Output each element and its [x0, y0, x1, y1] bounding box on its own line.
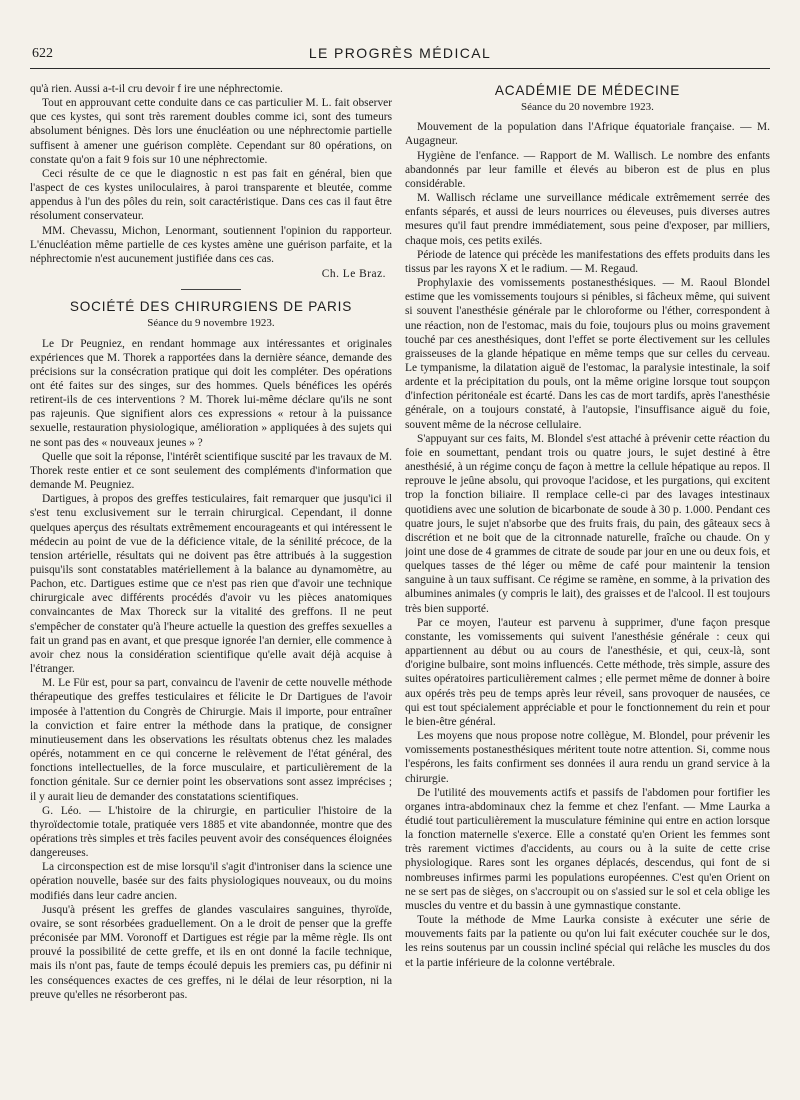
paragraph: Le Dr Peugniez, en rendant hommage aux intéressantes et originales expériences que M. Thorek a rapportées dans la dernière séance, demande des précisions sur la consécration pratique qui doit les compléter. Des opérations ont été faites sur des singes, sur des hommes. Quels bénéfices les opérés retirent-ils de ces interventions ? M. Thorek lui-même déclare qu'ils ne sont pas rajeunis. Que signifient alors ces expressions « retour à la puissance sexuelle, restauration physiologique, amélioration » appliquées à des sujets qui ne sont pas des « nouveaux jeunes » ?: [30, 337, 392, 449]
section-date: Séance du 20 novembre 1923.: [521, 101, 654, 114]
journal-title: LE PROGRÈS MÉDICAL: [308, 45, 492, 61]
section-title: SOCIÉTÉ DES CHIRURGIENS DE PARIS: [69, 299, 353, 315]
paragraph: De l'utilité des mouvements actifs et passifs de l'abdomen pour fortifier les organes intra-abdominaux chez la femme et chez l'enfant. — Mme Laurka a étudié tout particulièrement la musculature féminine qui entre en action lorsque la fonction maternelle s'exerce. Elle a constaté qu'en Orient les femmes sont très rarement victimes d'accidents, au cours ou à la suite de cette crise physiologique. Rares sont les organes déplacés, descendus, qui font de si nombreuses infirmes parmi les populations européennes. C'est qu'en Orient on ne se sert pas de sièges, on s'accroupit ou on s'assied sur le sol et cela oblige les muscles du ventre et du bassin à une gymnastique constante.: [405, 786, 770, 912]
paragraph: MM. Chevassu, Michon, Lenormant, soutiennent l'opinion du rapporteur. L'énucléation même partielle de ces kystes amène une guérison parfaite, et la néphrectomie n'est aucunement justifiée dans ces cas.: [30, 224, 392, 265]
paragraph: M. Le Für est, pour sa part, convaincu de l'avenir de cette nouvelle méthode thérapeutique des greffes testiculaires et félicite le Dr Dartigues de l'avoir imposée à l'attention du Congrès de Chirurgie. Mais il importe, pour entraîner la conviction et faire entrer la méthode dans la pratique, de consigner minutieusement dans les observations les résultats obtenus chez les malades opérés, notamment en ce qui concerne le relèvement de l'état général, des fonctions intellectuelles, de la force musculaire, et particulièrement de la fonction génitale. Sur ce dernier point les observations sont assez imprécises ; il y aurait lieu de demander des constatations scientifiques.: [30, 677, 392, 803]
paragraph: La circonspection est de mise lorsqu'il s'agit d'introniser dans la science une opération nouvelle, basée sur des faits physiologiques nouveaux, ou du moins modifiés dans leur cadre ancien.: [30, 861, 392, 902]
paragraph: Hygiène de l'enfance. — Rapport de M. Wallisch. Le nombre des enfants abandonnés par leur famille et élevés au biberon est de plus en plus considérable.: [405, 149, 770, 190]
paragraph: Les moyens que nous propose notre collègue, M. Blondel, pour prévenir les vomissements postanesthésiques méritent toute notre attention. Si, comme nous l'espérons, les faits confirment ses données il aura rendu un grand service à la chirurgie.: [405, 730, 770, 785]
paragraph: Quelle que soit la réponse, l'intérêt scientifique suscité par les travaux de M. Thorek reste entier et ce sont seulement des compléments d'information que demande M. Peugniez.: [30, 450, 392, 492]
section-date: Séance du 9 novembre 1923.: [147, 317, 275, 330]
page-number: 622: [32, 46, 53, 61]
paragraph: Jusqu'à présent les greffes de glandes vasculaires sanguines, thyroïde, ovaire, se sont résorbées graduellement. On a le droit de penser que la greffe préconisée par MM. Voronoff et Dartigues est régie par la même règle. Ils ont prouvé la possibilité de cette greffe, et ils en ont donné la facile technique, mais ils n'ont pas, faute de temps écoulé depuis les premiers cas, pu définir ni les conséquences exactes de ces greffes, ni le délai de leur résorption, ni la preuve qu'elles ne résorberont pas.: [30, 903, 392, 1001]
paragraph: Par ce moyen, l'auteur est parvenu à supprimer, d'une façon presque constante, les vomissements qui suivent l'anesthésie générale : ceux qui appartiennent au début ou au cours de l'anesthésie, et qui, ceux-là, sont d'origine bulbaire, sont moins influencés. Cette méthode, très simple, assure des suites opératoires particulièrement calmes ; elle permet même de donner à boire aux opérés très peu de temps après leur réveil, sans provoquer de nausées, ce qui est tout spécialement appréciable et pour le fonctionnement du rein et pour le bien-être général.: [405, 616, 770, 728]
paragraph: Dartigues, à propos des greffes testiculaires, fait remarquer que jusqu'ici il s'est tenu exclusivement sur le terrain chirurgical. Cependant, il donne quelques aperçus des résultats extrêmement encourageants et qui intéressent le médecin au point de vue de la déficience vitale, de la sénilité précoce, de la tension artérielle, résultats qui ne doivent pas être attribués à la suggestion puisqu'ils sont constatables matériellement à la balance au dynamomètre, au Pachon, etc. Dartigues estime que ce n'est pas rien que d'avoir une technique chirurgicale avec différents procédés d'avoir vu les pièces anatomiques convaincantes de Max Thoreck sur la vitalité des greffons. Il ne peut s'empêcher de constater qu'à l'heure actuelle la question des greffes sexuelles a fait un grand pas en avant, et que presque ignorée l'an dernier, elle commence à avoir chez nous la considération scientifique qu'elle avait déjà acquise à l'étranger.: [30, 493, 392, 676]
paragraph: Prophylaxie des vomissements postanesthésiques. — M. Raoul Blondel estime que les vomissements toujours si pénibles, si fâcheux même, qui suivent si souvent l'anesthésie générale par le chloroforme ou l'éther, correspondent à une réaction, non de l'estomac, mais du foie, toujours plus ou moins gravement touché par ces anesthésiques, dont l'effet se porte électivement sur les cellules graisseuses de la glande hépatique en même temps que sur celles du cerveau. Le tympanisme, la dilatation aiguë de l'estomac, la paralysie intestinale, la soif ardente et la précipitation du pouls, ont la même origine lorsque tout soupçon d'infection péritonéale est écarté. Dans les cas de mort tardifs, après l'anesthésie générale, on a toujours constaté, à l'autopsie, l'insuffisance aiguë du foie, souvent même de la nécrose cellulaire.: [405, 277, 770, 431]
paragraph: Ceci résulte de ce que le diagnostic n est pas fait en général, bien que l'aspect de ces kystes uniloculaires, à paroi transparente et bleutée, comme appendus à l'un des pôles du rein, soit caractéristique. Dans ces cas il faut être résolument conservateur.: [30, 167, 392, 223]
paragraph: G. Léo. — L'histoire de la chirurgie, en particulier l'histoire de la thyroïdectomie totale, pratiquée vers 1885 et vite abandonnée, montre que des opérations très simples et très faciles peuvent avoir des conséquences éloignées dangereuses.: [30, 804, 392, 860]
section-divider: [181, 289, 241, 290]
paragraph: Mouvement de la population dans l'Afrique équatoriale française. — M. Augagneur.: [405, 121, 770, 148]
author-signature: Ch. Le Braz.: [321, 268, 386, 281]
paragraph: S'appuyant sur ces faits, M. Blondel s'est attaché à prévenir cette réaction du foie en soumettant, pendant trois ou quatre jours, le sujet destiné à être anesthésié, à un régime conçu de façon à mettre la cellule hépatique au repos. Il reprouve le jeûne absolu, qui provoque l'acidose, et les purgations, qui excitent trop la fonction biliaire. Il remplace celle-ci par des lavages intestinaux quotidiens avec une solution de bicarbonate de soude à 30 p. 1.000. Pendant ces quatre jours, le sujet n'absorbe que des fruits frais, du pain, des gâteaux secs à discrétion et ne boit que de la citronnade naturelle, fraîche ou chaude. On y joint une dose de 4 grammes de citrate de soude par jour en une ou deux fois, et quelques tasses de thé léger ou même de café pour maintenir la tension sanguine à un taux suffisant. Ce régime se ramène, en somme, à la privation des albumines animales (y compris le lait), des graisses et de l'alcool. Il est toujours très bien supporté.: [405, 432, 770, 615]
left-column: [30, 82, 392, 1082]
running-head: [30, 44, 770, 69]
section-title: ACADÉMIE DE MÉDECINE: [494, 83, 681, 98]
paragraph: Période de latence qui précède les manifestations des effets produits dans les tissus par les rayons X et le radium. — M. Regaud.: [405, 248, 770, 275]
paragraph: M. Wallisch réclame une surveillance médicale extrêmement serrée des enfants séparés, et aussi de leurs nourrices ou éleveuses, puis diverses autres mesures qu'il faut prendre immédiatement, sous peine d'exposer, par milliers, chaque mois, ces petits exilés.: [405, 192, 770, 247]
paragraph: qu'à rien. Aussi a-t-il cru devoir f ire une néphrectomie.: [30, 83, 283, 95]
right-column: [405, 82, 770, 1082]
paragraph: Tout en approuvant cette conduite dans ce cas particulier M. L. fait observer que ces kystes, qui sont très rarement doubles comme ici, sont des tumeurs absolument bénignes. Dès lors une énucléation ou une néphrectomie partielle suffisent à amener une guérison complète. Cependant sur 80 opérations, on constate qu'on a fait 9 fois sur 10 une néphrectomie.: [30, 97, 392, 166]
paragraph: Toute la méthode de Mme Laurka consiste à exécuter une série de mouvements faits par la patiente ou qu'on lui fait exécuter couchée sur le dos, les reins soutenus par un coussin incliné spécial qui relâche les muscles du dos et la partie inférieure de la colonne vertébrale.: [405, 914, 770, 969]
